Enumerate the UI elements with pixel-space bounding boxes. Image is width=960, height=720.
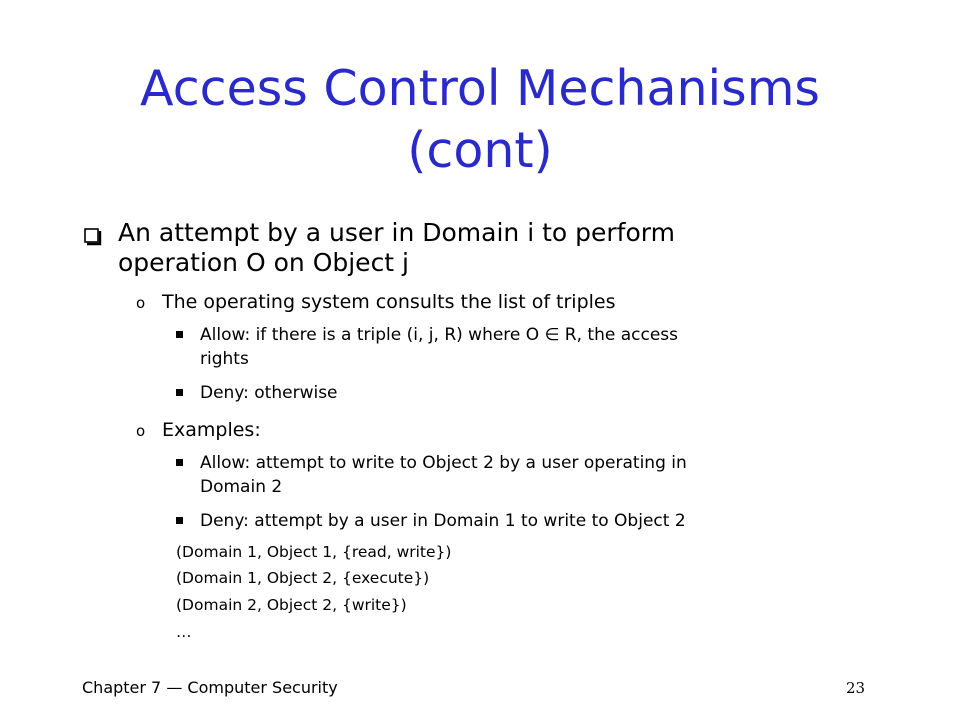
sub1-allow-line-2: rights xyxy=(200,349,249,369)
circle-bullet-icon: o xyxy=(136,422,146,440)
triple-line: (Domain 1, Object 2, {execute}) xyxy=(176,569,430,587)
sub2-allow-line-2: Domain 2 xyxy=(200,477,283,497)
sub2-allow-line-1: Allow: attempt to write to Object 2 by a user operating in xyxy=(200,453,687,473)
page-number: 23 xyxy=(846,679,866,697)
square-bullet-icon xyxy=(176,389,183,396)
title-line-1: Access Control Mechanisms xyxy=(140,60,820,117)
triple-line: (Domain 1, Object 1, {read, write}) xyxy=(176,543,452,561)
circle-bullet-icon: o xyxy=(136,294,146,312)
square-bullet-icon xyxy=(176,517,183,524)
slide-title xyxy=(40,58,920,182)
sub2-deny: Deny: attempt by a user in Domain 1 to write to Object 2 xyxy=(200,511,686,531)
square-bullet-icon xyxy=(176,459,183,466)
sub1-allow-line-1: Allow: if there is a triple (i, j, R) where O ∈ R, the access xyxy=(200,325,678,345)
bullet-1-line-2: operation O on Object j xyxy=(118,248,410,277)
triple-line: (Domain 2, Object 2, {write}) xyxy=(176,596,407,614)
sub-bullet-2: Examples: xyxy=(162,419,261,441)
footer-chapter: Chapter 7 — Computer Security xyxy=(82,678,338,697)
sub1-deny: Deny: otherwise xyxy=(200,383,338,403)
bullet-1-line-1: An attempt by a user in Domain i to perform xyxy=(118,218,675,247)
sub-bullet-1: The operating system consults the list of triples xyxy=(162,291,616,313)
checkbox-bullet-icon xyxy=(82,226,104,248)
triple-ellipsis: … xyxy=(176,623,192,641)
square-bullet-icon xyxy=(176,331,183,338)
title-line-2: (cont) xyxy=(407,122,553,179)
